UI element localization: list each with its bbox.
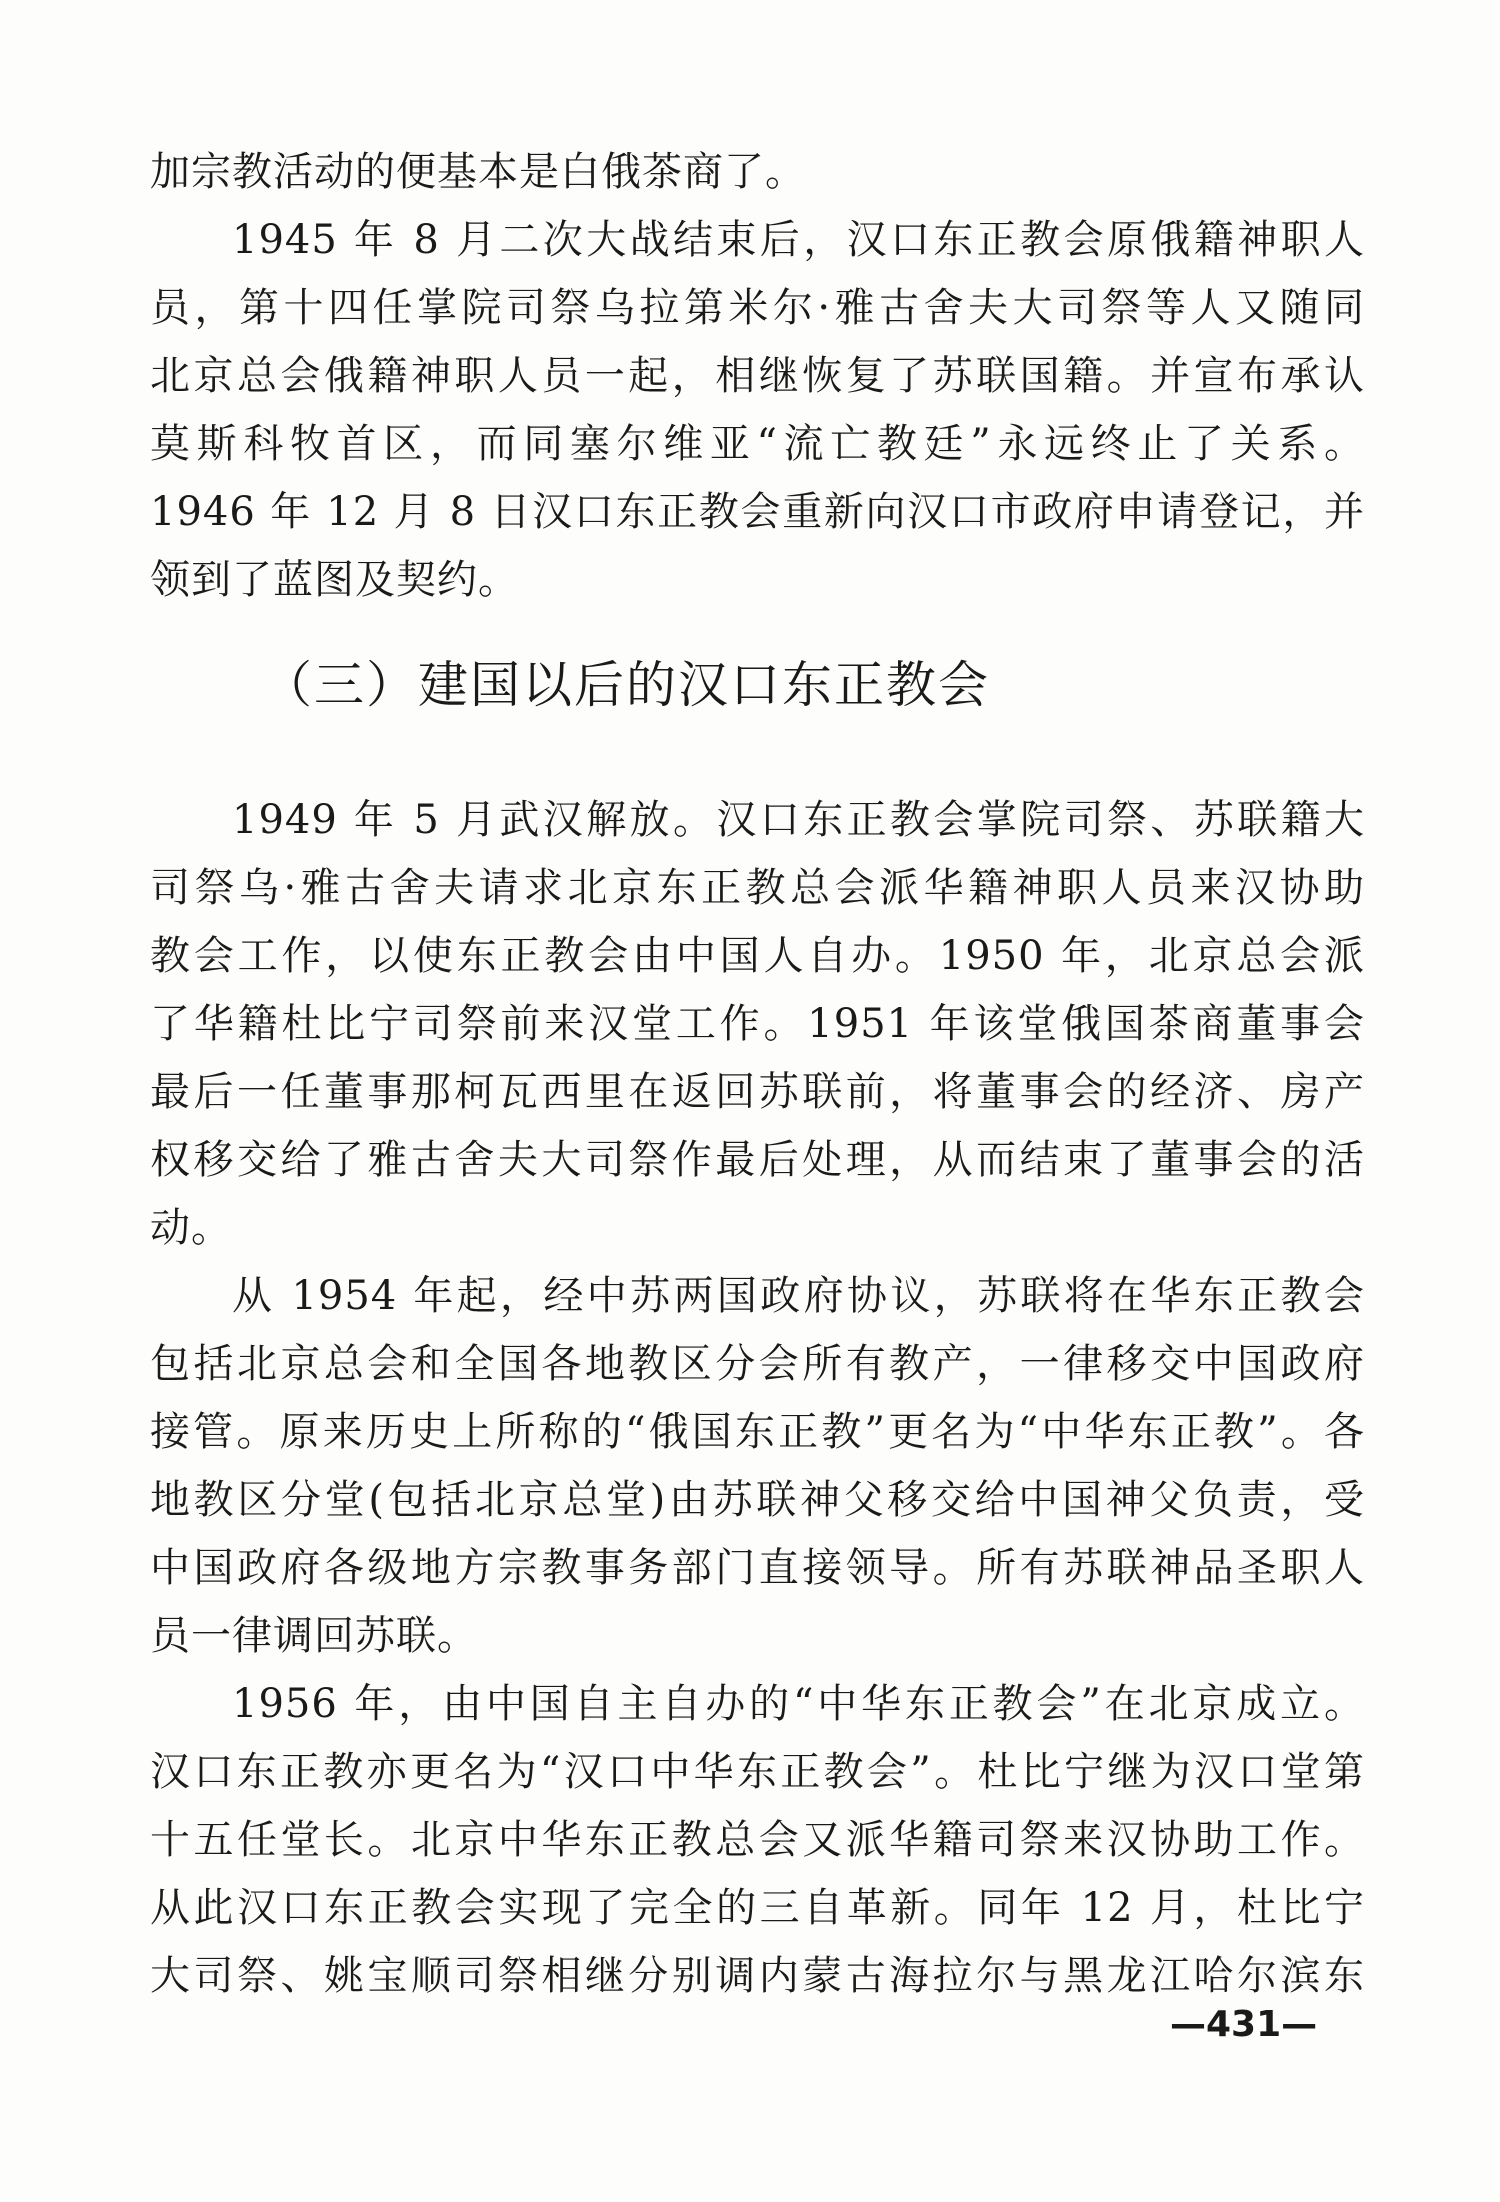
text-line: 接管。原来历史上所称的“俄国东正教”更名为“中华东正教”。各 xyxy=(150,1409,1365,1455)
text-line: 大司祭、姚宝顺司祭相继分别调内蒙古海拉尔与黑龙江哈尔滨东 xyxy=(150,1953,1365,1999)
section-heading: （三）建国以后的汉口东正教会 xyxy=(262,656,990,714)
text-line: 1946 年 12 月 8 日汉口东正教会重新向汉口市政府申请登记，并 xyxy=(150,489,1365,535)
text-line: 北京总会俄籍神职人员一起，相继恢复了苏联国籍。并宣布承认 xyxy=(150,353,1365,399)
text-line: 1956 年，由中国自主自办的“中华东正教会”在北京成立。 xyxy=(232,1681,1365,1727)
text-line: 中国政府各级地方宗教事务部门直接领导。所有苏联神品圣职人 xyxy=(150,1545,1365,1591)
paragraph-block-1 xyxy=(150,138,1365,614)
text-line: 莫斯科牧首区，而同塞尔维亚“流亡教廷”永远终止了关系。 xyxy=(150,421,1365,467)
paragraph-block-2 xyxy=(150,786,1365,2010)
text-line: 领到了蓝图及契约。 xyxy=(150,557,519,603)
text-line: 了华籍杜比宁司祭前来汉堂工作。1951 年该堂俄国茶商董事会 xyxy=(150,1001,1365,1047)
text-line: 动。 xyxy=(150,1205,232,1251)
text-line: 1949 年 5 月武汉解放。汉口东正教会掌院司祭、苏联籍大 xyxy=(232,797,1365,843)
text-line: 地教区分堂(包括北京总堂)由苏联神父移交给中国神父负责，受 xyxy=(150,1477,1365,1523)
text-line: 教会工作，以使东正教会由中国人自办。1950 年，北京总会派 xyxy=(150,933,1365,979)
text-line: 汉口东正教亦更名为“汉口中华东正教会”。杜比宁继为汉口堂第 xyxy=(150,1749,1365,1795)
text-line: 加宗教活动的便基本是白俄茶商了。 xyxy=(150,149,806,195)
page-number: —431— xyxy=(1170,2004,1318,2045)
text-line: 包括北京总会和全国各地教区分会所有教产，一律移交中国政府 xyxy=(150,1341,1365,1387)
text-line: 1945 年 8 月二次大战结束后，汉口东正教会原俄籍神职人 xyxy=(232,217,1365,263)
text-line: 最后一任董事那柯瓦西里在返回苏联前，将董事会的经济、房产 xyxy=(150,1069,1365,1115)
text-line: 员，第十四任掌院司祭乌拉第米尔·雅古舍夫大司祭等人又随同 xyxy=(150,285,1365,331)
text-line: 员一律调回苏联。 xyxy=(150,1613,478,1659)
text-line: 从 1954 年起，经中苏两国政府协议，苏联将在华东正教会 xyxy=(232,1273,1365,1319)
text-line: 从此汉口东正教会实现了完全的三自革新。同年 12 月，杜比宁 xyxy=(150,1885,1365,1931)
text-line: 司祭乌·雅古舍夫请求北京东正教总会派华籍神职人员来汉协助 xyxy=(150,865,1365,911)
text-line: 权移交给了雅古舍夫大司祭作最后处理，从而结束了董事会的活 xyxy=(150,1137,1365,1183)
text-line: 十五任堂长。北京中华东正教总会又派华籍司祭来汉协助工作。 xyxy=(150,1817,1365,1863)
